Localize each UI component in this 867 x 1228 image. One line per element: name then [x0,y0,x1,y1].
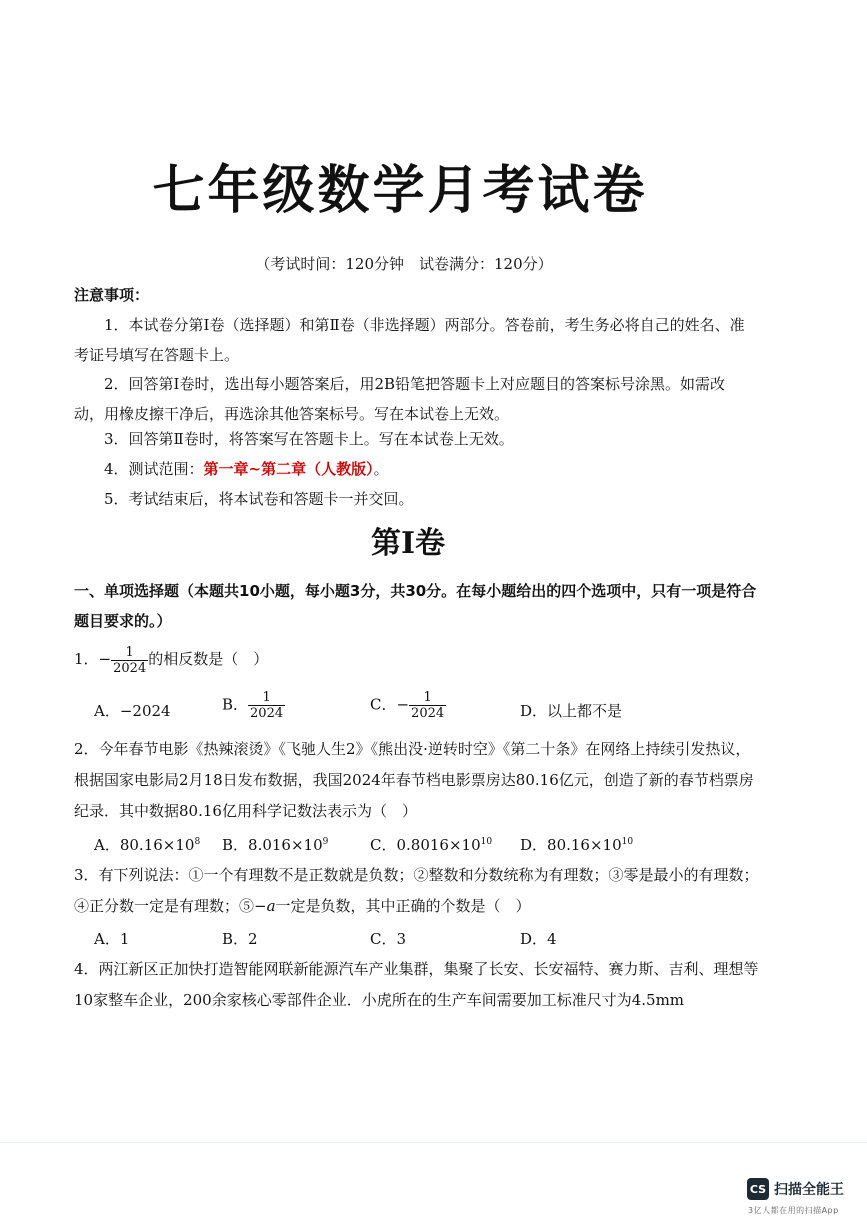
page-divider [0,1142,867,1143]
q2-option-b: B．$8.016\times 10^9$ [222,836,329,854]
q1-option-c: C．− $\frac{1}{2024}$ [370,690,445,721]
watermark-name: 扫描全能王 [774,1182,844,1198]
q3-option-c: C．3 [370,930,407,948]
q2-option-d: D．$80.16\times 10^{10}$ [520,836,634,854]
notice-item-3: 3．回答第Ⅱ卷时，将答案写在答题卡上。写在本试卷上无效。 [104,430,514,448]
page-title: 七年级数学月考试卷 [152,161,648,221]
test-range: 第一章~第二章（人教版） [203,460,374,478]
q1-option-b: B． $\frac{1}{2024}$ [222,690,284,721]
camscanner-logo-icon: CS [747,1178,769,1200]
question-1-stem: 1．− $\frac{1}{2024}$ 的相反数是（ ） [74,644,269,676]
section-heading: 一、单项选择题（本题共10小题，每小题3分，共30分。在每小题给出的四个选项中，只有一项是符合题目要求的。） [74,582,757,630]
exam-info: （考试时间：120分钟 试卷满分：120分） [255,255,553,273]
q1-option-a: A．−2024 [94,702,171,720]
fraction: $\frac{1}{2024}$ [113,644,147,676]
notice-item-2: 2．回答第Ⅰ卷时，选出每小题答案后，用2B铅笔把答题卡上对应题目的答案标号涂黑。如需改动，用橡皮擦干净后，再选涂其他答案标号。写在本试卷上无效。 [74,375,726,423]
notice-item-1: 1．本试卷分第Ⅰ卷（选择题）和第Ⅱ卷（非选择题）两部分。答卷前，考生务必将自己的姓名、准考证号填写在答题卡上。 [74,316,745,364]
q3-option-b: B．2 [222,930,258,948]
q1-option-d: D．以上都不是 [520,702,623,720]
q2-option-a: A．$80.16\times 10^8$ [94,836,201,854]
q2-option-c: C．$0.8016\times 10^{10}$ [370,836,493,854]
volume-title: 第Ⅰ卷 [370,526,446,561]
notice-heading: 注意事项： [74,286,150,304]
question-2-stem: 2．今年春节电影《热辣滚烫》《飞驰人生2》《熊出没·逆转时空》《第二十条》在网络上持续引发热议，根据国家电影局2月18日发布数据，我国2024年春节档电影票房达80.16亿元，创造了新的春节档票房纪录．其中数据80.16亿用科学记数法表示为（ ） [74,740,754,820]
notice-item-5: 5．考试结束后，将本试卷和答题卡一并交回。 [104,490,414,508]
question-3-stem: 3．有下列说法：①一个有理数不是正数就是负数；②整数和分数统称为有理数；③零是最小的有理数；④正分数一定是有理数；⑤−a一定是负数，其中正确的个数是（ ） [74,866,759,915]
q3-option-d: D．4 [520,930,557,948]
q3-option-a: A．1 [94,930,130,948]
question-4-stem: 4．两江新区正加快打造智能网联新能源汽车产业集群，集聚了长安、长安福特、赛力斯、吉利、理想等10家整车企业，200余家核心零部件企业．小虎所在的生产车间需要加工标准尺寸为4.5mm [74,960,759,1009]
watermark-slogan: 3亿人都在用的扫描App [748,1206,839,1215]
notice-item-4: 4．测试范围：第一章~第二章（人教版）。 [104,460,389,478]
